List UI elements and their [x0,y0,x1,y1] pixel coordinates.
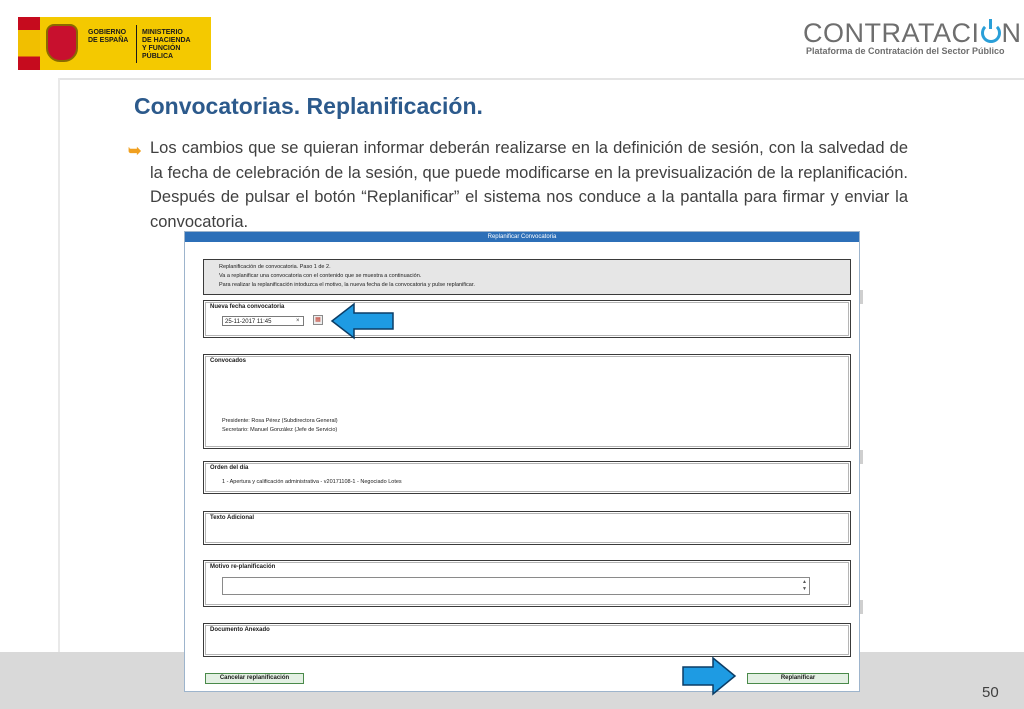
texto-adicional-label: Texto Adicional [210,515,255,521]
motivo-label: Motivo re-planificación [210,564,276,570]
clear-date-icon[interactable]: × [296,318,300,324]
calendar-icon[interactable]: ▦ [313,315,323,325]
nueva-fecha-label: Nueva fecha convocatoria [210,304,285,310]
presidente-text: Presidente: Rosa Pérez (Subdirectora General) [222,418,338,424]
callout-arrow-left-icon [330,302,396,340]
fecha-convocatoria-input[interactable]: 25-11-2017 11:45 [222,316,304,326]
documento-anexado-panel [203,623,851,657]
info-panel [203,259,851,295]
screenshot-edge [860,600,863,614]
info-step-text: Replanificación de convocatoria. Paso 1 de 2. [219,264,331,270]
curved-arrow-icon: ➥ [128,143,142,160]
motivo-panel [203,560,851,607]
secretario-text: Secretario: Manuel González (Jefe de Servicio) [222,427,338,433]
window-body [185,242,859,691]
slide-title: Convocatorias. Replanificación. [134,93,483,119]
spain-flag-icon [18,17,40,70]
ministry-logo-text: MINISTERIO DE HACIENDA Y FUNCIÓN PÚBLICA [142,29,191,60]
documento-anexado-label: Documento Anexado [210,627,270,633]
page-number: 50 [982,684,999,701]
brand-name-part2: N [1001,18,1022,48]
scroll-arrows-icon[interactable]: ▲ ▼ [802,579,807,592]
panel-border [205,356,849,447]
brand-name-part1: CONTRATACI [803,18,980,48]
panel-border [205,513,849,543]
replanificar-button[interactable]: Replanificar [747,673,849,684]
motivo-textarea[interactable] [222,577,810,595]
window-title: Replanificar Convocatoria [185,232,859,242]
power-icon [981,23,1001,43]
gov-logo-divider [136,25,137,63]
orden-del-dia-panel [203,461,851,494]
header-divider [60,78,1024,80]
convocados-label: Convocados [210,358,247,364]
cancel-replan-button[interactable]: Cancelar replanificación [205,673,304,684]
info-instructions-text: Para realizar la replanificación intoduzca el motivo, la nueva fecha de la convocatoria y pulse replanificar. [219,282,475,288]
panel-border [205,625,849,655]
texto-adicional-panel [203,511,851,545]
brand-logo [803,18,1022,49]
info-description-text: Va a replanificar una convocatoria con el contenido que se muestra a continuación. [219,273,422,279]
convocados-panel [203,354,851,449]
left-rule [58,78,60,653]
slide-body-text: Los cambios que se quieran informar deberán realizarse en la definición de sesión, con la salvedad de la fecha de celebración de la sesión, que puede modificarse en la previsualización de la replanificación. Después de pulsar el botón “Replanificar” el sistema nos conduce a la pantalla para firmar y enviar la convocatoria. [150,139,908,231]
coat-of-arms-icon [46,24,78,62]
screenshot-edge [860,450,863,464]
orden-item-text: 1 - Apertura y calificación administrativa - v20171108-1 - Negociado Lotes [222,479,402,485]
government-logo [18,17,211,70]
orden-del-dia-label: Orden del día [210,465,249,471]
callout-arrow-right-icon [681,656,737,696]
panel-border [205,463,849,492]
brand-subtitle: Plataforma de Contratación del Sector Público [806,46,1005,56]
gov-logo-text: GOBIERNO DE ESPAÑA [88,29,129,44]
replanificar-window [184,231,860,692]
screenshot-edge [860,290,863,304]
nueva-fecha-panel [203,300,851,338]
